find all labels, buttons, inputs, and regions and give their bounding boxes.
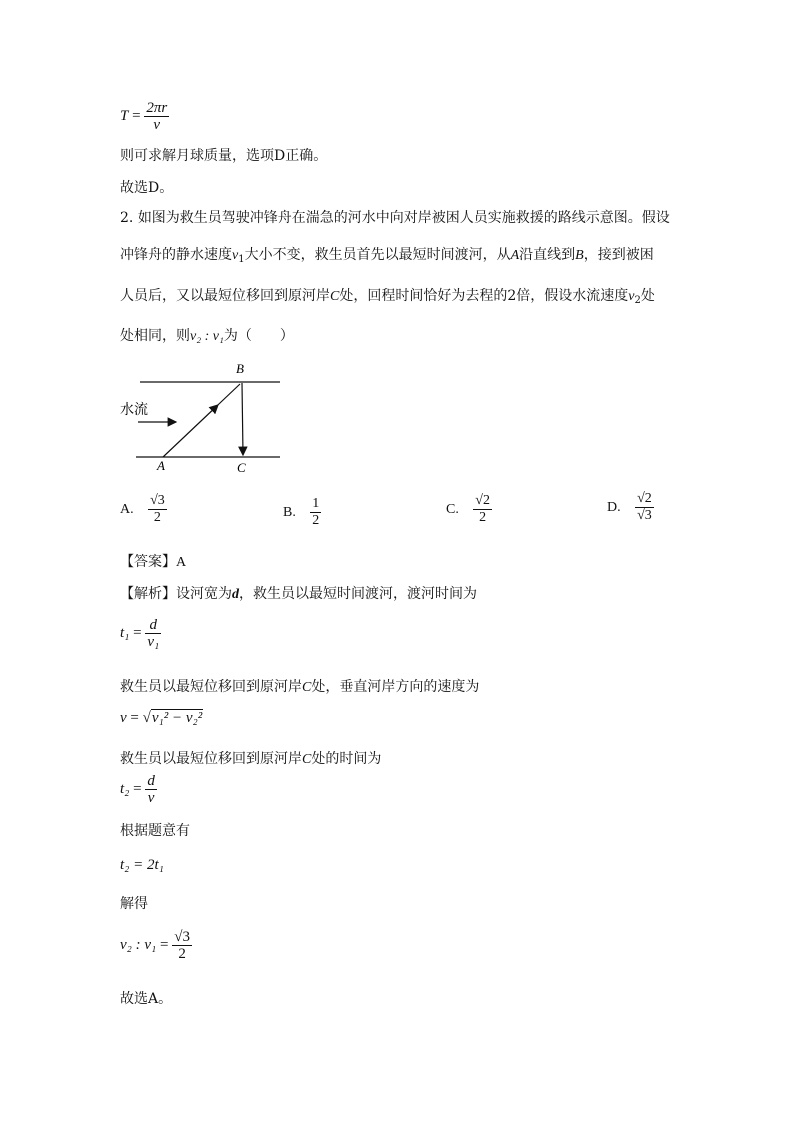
label-C: C	[237, 460, 246, 475]
question-text-2d: ，接到被困	[583, 247, 654, 263]
eq2-lhs: v	[120, 710, 127, 726]
question-text-3c: 处	[640, 288, 655, 304]
eq1-lhs: t₁	[120, 624, 130, 641]
analysis-intro	[120, 583, 477, 603]
eq3-den: v	[145, 789, 157, 806]
analysis-line-2	[120, 676, 479, 696]
question-text-1: 如图为救生员驾驶冲锋舟在湍急的河水中向对岸被困人员实施救援的路线示意图。假设	[137, 210, 670, 226]
eq5-lhs: v₂ : v₁	[120, 936, 157, 953]
label-B: B	[236, 361, 244, 376]
equation-v: v = √v₁² − v₂²	[120, 710, 203, 726]
question-text-2a: 冲锋舟的静水速度	[120, 247, 232, 263]
option-b-fraction	[310, 496, 321, 529]
river-diagram	[120, 358, 290, 478]
option-d-letter: D.	[607, 499, 621, 515]
var-ratio: v₂ : v₁	[190, 329, 224, 344]
analysis-tag: 【解析】	[120, 586, 176, 602]
question-line-1	[120, 209, 670, 227]
equation-t1: t₁ = $\frac{d}{\text{v₁}}$	[120, 617, 160, 650]
formula-fraction	[144, 100, 169, 133]
label-water-flow: 水流	[120, 402, 148, 418]
option-d[interactable]	[607, 491, 654, 524]
option-b-letter: B.	[283, 504, 296, 520]
answer-value: A	[176, 555, 187, 570]
analysis-intro-a: 设河宽为	[176, 586, 232, 602]
option-d-den: √3	[637, 508, 652, 523]
eq1-num: d	[149, 617, 158, 633]
analysis-line3-a: 救生员以最短位移回到原河岸	[120, 751, 302, 767]
eq5-num: √3	[174, 929, 190, 945]
question-text-3a: 人员后，又以最短位移回到原河岸	[120, 288, 330, 304]
eq3-lhs: t₂	[120, 780, 130, 797]
analysis-line2-b: 处，垂直河岸方向的速度为	[311, 679, 480, 695]
text-mass-line: 则可求解月球质量，选项D正确。	[120, 148, 328, 164]
var-C: C	[330, 289, 340, 304]
var-d: d	[232, 587, 239, 602]
var-A: A	[510, 248, 520, 263]
option-d-num: √2	[637, 491, 652, 506]
var-v2: v	[628, 289, 635, 304]
eq5-fraction	[172, 929, 192, 962]
question-text-4a: 处相同，则	[120, 328, 190, 344]
analysis-final: 故选A。	[120, 991, 173, 1007]
analysis-line-5: 解得	[120, 896, 148, 912]
var-v1-sub: 1	[238, 254, 245, 265]
option-c-den: 2	[473, 509, 492, 526]
analysis-line-3	[120, 748, 381, 768]
question-text-4b: 为（ ）	[223, 328, 294, 344]
formula-denominator: v	[144, 116, 169, 133]
equation-t2: t₂ = $\frac{d}{v}$	[120, 773, 155, 806]
var-C-3: C	[302, 752, 312, 767]
var-v2-sub: 2	[634, 295, 641, 306]
option-a-den: 2	[148, 509, 167, 526]
formula-period	[120, 100, 169, 133]
equation-t2-2t1: t₂ = 2t₁	[120, 857, 164, 873]
analysis-line-4: 根据题意有	[120, 823, 190, 839]
text-conclude-prev: 故选D。	[120, 180, 174, 196]
question-text-2b: 大小不变，救生员首先以最短时间渡河，从	[244, 247, 511, 263]
eq3-num: d	[147, 773, 155, 789]
eq5-den: 2	[172, 945, 192, 962]
option-a-fraction	[148, 493, 167, 526]
formula-eq: =	[132, 107, 141, 124]
analysis-line3-b: 处的时间为	[311, 751, 382, 767]
option-b-num: 1	[312, 496, 320, 511]
option-a[interactable]	[120, 493, 167, 526]
label-A: A	[157, 458, 165, 473]
eq1-fraction	[145, 617, 161, 650]
option-c-fraction	[473, 493, 492, 526]
question-text-3b: 处，回程时间恰好为去程的2倍，假设水流速度	[339, 288, 629, 304]
answer-tag: 【答案】	[120, 554, 176, 570]
var-B: B	[575, 248, 584, 263]
var-v1: v	[232, 248, 239, 263]
path-BC-arrow	[242, 383, 243, 455]
question-line-3	[120, 287, 655, 310]
option-a-letter: A.	[120, 501, 134, 517]
var-C-2: C	[302, 680, 312, 695]
option-c[interactable]	[446, 493, 492, 526]
answer-line	[120, 551, 186, 571]
option-b-den: 2	[312, 513, 320, 528]
formula-numerator: 2πr	[146, 100, 168, 116]
option-c-num: √2	[475, 493, 490, 508]
question-number: 2.	[120, 210, 134, 226]
question-line-4	[120, 327, 294, 346]
eq1-den: v₁	[147, 634, 160, 650]
eq3-fraction	[145, 773, 157, 806]
eq2-radicand: v₁² − v₂²	[151, 710, 203, 726]
equation-ratio: v₂ : v₁ = $\frac{√3}{2}$	[120, 929, 190, 962]
path-AB-arrowhead	[163, 405, 218, 457]
option-d-fraction	[635, 491, 654, 524]
option-a-num: √3	[150, 493, 165, 508]
analysis-intro-b: ，救生员以最短时间渡河，渡河时间为	[239, 586, 477, 602]
analysis-line2-a: 救生员以最短位移回到原河岸	[120, 679, 302, 695]
option-c-letter: C.	[446, 501, 459, 517]
question-text-2c: 沿直线到	[519, 247, 576, 263]
option-b[interactable]	[283, 496, 321, 529]
formula-lhs: T	[120, 107, 129, 124]
question-line-2	[120, 246, 654, 269]
